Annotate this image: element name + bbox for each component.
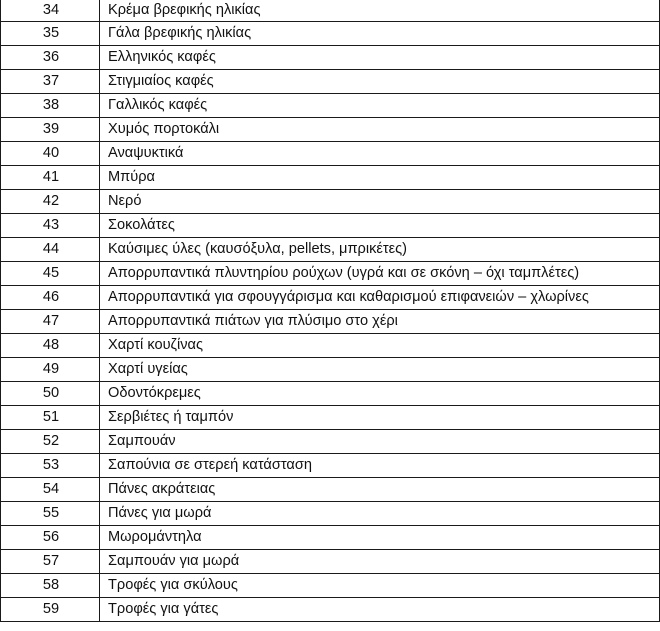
product-name-cell: Χυμός πορτοκάλι: [100, 118, 660, 142]
row-number-cell: 36: [1, 46, 100, 70]
product-name-cell: Γαλλικός καφές: [100, 94, 660, 118]
product-name-cell: Μωρομάντηλα: [100, 526, 660, 550]
table-row: [1, 142, 660, 166]
table-row: [1, 70, 660, 94]
product-name-cell: Τροφές για σκύλους: [100, 574, 660, 598]
row-number-cell: 55: [1, 502, 100, 526]
row-number-cell: 57: [1, 550, 100, 574]
row-number-cell: 34: [1, 0, 100, 22]
product-name-cell: Απορρυπαντικά για σφουγγάρισμα και καθαρισμού επιφανειών – χλωρίνες: [100, 286, 660, 310]
product-name-cell: Χαρτί κουζίνας: [100, 334, 660, 358]
table-row: [1, 358, 660, 382]
row-number-cell: 44: [1, 238, 100, 262]
row-number-cell: 52: [1, 430, 100, 454]
product-name-cell: Απορρυπαντικά πλυντηρίου ρούχων (υγρά και σε σκόνη – όχι ταμπλέτες): [100, 262, 660, 286]
table-row: [1, 502, 660, 526]
product-name-cell: Πάνες ακράτειας: [100, 478, 660, 502]
table-row: [1, 526, 660, 550]
product-name-cell: Σαμπουάν για μωρά: [100, 550, 660, 574]
product-name-cell: Μπύρα: [100, 166, 660, 190]
table-row: [1, 46, 660, 70]
row-number-cell: 54: [1, 478, 100, 502]
row-number-cell: 48: [1, 334, 100, 358]
row-number-cell: 41: [1, 166, 100, 190]
row-number-cell: 50: [1, 382, 100, 406]
product-name-cell: Γάλα βρεφικής ηλικίας: [100, 22, 660, 46]
table-row: [1, 310, 660, 334]
product-name-cell: Σοκολάτες: [100, 214, 660, 238]
product-name-cell: Σαμπουάν: [100, 430, 660, 454]
table-row: [1, 214, 660, 238]
product-name-cell: Κρέμα βρεφικής ηλικίας: [100, 0, 660, 22]
product-name-cell: Σαπούνια σε στερεή κατάσταση: [100, 454, 660, 478]
product-name-cell: Καύσιμες ύλες (καυσόξυλα, pellets, μπρικέτες): [100, 238, 660, 262]
table-row: [1, 334, 660, 358]
product-name-cell: Νερό: [100, 190, 660, 214]
table-row: [1, 262, 660, 286]
table-row: [1, 382, 660, 406]
table-row: [1, 166, 660, 190]
row-number-cell: 51: [1, 406, 100, 430]
product-name-cell: Πάνες για μωρά: [100, 502, 660, 526]
row-number-cell: 45: [1, 262, 100, 286]
row-number-cell: 56: [1, 526, 100, 550]
row-number-cell: 37: [1, 70, 100, 94]
table-row: [1, 190, 660, 214]
row-number-cell: 38: [1, 94, 100, 118]
table-row: [1, 22, 660, 46]
table-row: [1, 118, 660, 142]
table-row: [1, 94, 660, 118]
row-number-cell: 46: [1, 286, 100, 310]
product-name-cell: Σερβιέτες ή ταμπόν: [100, 406, 660, 430]
row-number-cell: 42: [1, 190, 100, 214]
table-row: [1, 550, 660, 574]
product-name-cell: Απορρυπαντικά πιάτων για πλύσιμο στο χέρι: [100, 310, 660, 334]
product-name-cell: Τροφές για γάτες: [100, 598, 660, 622]
row-number-cell: 59: [1, 598, 100, 622]
table-row: [1, 454, 660, 478]
table-row: [1, 430, 660, 454]
table-row: [1, 238, 660, 262]
product-name-cell: Στιγμιαίος καφές: [100, 70, 660, 94]
table-row: [1, 574, 660, 598]
product-name-cell: Αναψυκτικά: [100, 142, 660, 166]
table-row: [1, 598, 660, 622]
row-number-cell: 40: [1, 142, 100, 166]
product-table-body: [1, 0, 660, 622]
table-row: [1, 286, 660, 310]
table-row: [1, 406, 660, 430]
product-name-cell: Χαρτί υγείας: [100, 358, 660, 382]
row-number-cell: 39: [1, 118, 100, 142]
row-number-cell: 53: [1, 454, 100, 478]
product-name-cell: Ελληνικός καφές: [100, 46, 660, 70]
product-name-cell: Οδοντόκρεμες: [100, 382, 660, 406]
row-number-cell: 58: [1, 574, 100, 598]
table-row: [1, 0, 660, 22]
row-number-cell: 43: [1, 214, 100, 238]
row-number-cell: 47: [1, 310, 100, 334]
table-row: [1, 478, 660, 502]
row-number-cell: 35: [1, 22, 100, 46]
row-number-cell: 49: [1, 358, 100, 382]
